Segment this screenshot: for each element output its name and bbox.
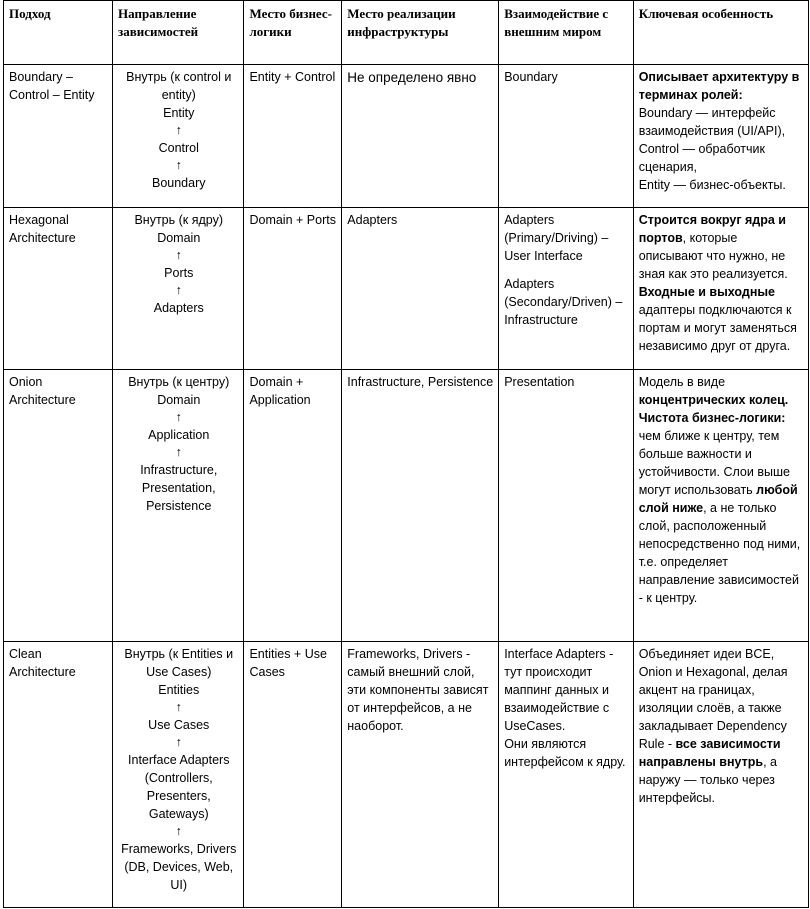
arrow-up-icon: ↑ <box>175 248 182 262</box>
cell-feature <box>633 65 808 208</box>
feature-bold: Входные и выходные <box>638 285 776 299</box>
cell-business: Domain + Application <box>244 370 342 642</box>
direction-layer: Ports <box>164 266 194 280</box>
header-business: Место бизнес-логики <box>244 1 342 65</box>
cell-approach: Boundary – Control – Entity <box>4 65 113 208</box>
direction-layer: Application <box>148 428 210 442</box>
arrow-up-icon: ↑ <box>175 445 182 459</box>
arrow-up-icon: ↑ <box>175 283 182 297</box>
cell-infra: Не определено явно <box>342 65 499 208</box>
cell-business: Entity + Control <box>244 65 342 208</box>
feature-text: Модель в виде <box>638 375 726 389</box>
feature-text: адаптеры подключаются к портам и могут заменяться независимо друг от друга. <box>638 303 797 353</box>
architecture-comparison-table <box>3 0 809 908</box>
feature-text: Boundary — интерфейс взаимодействия (UI/API), <box>638 106 786 138</box>
cell-direction <box>113 642 244 908</box>
cell-direction <box>113 208 244 370</box>
direction-layer: Adapters <box>153 301 204 315</box>
feature-bold: Чистота бизнес-логики: <box>638 411 786 425</box>
feature-bold: Описывает архитектуру в терминах ролей: <box>638 70 800 102</box>
feature-text: , которые описывают что нужно, не зная как это реализуется. <box>638 231 788 281</box>
direction-layer: Entity <box>163 106 195 120</box>
header-feature: Ключевая особенность <box>633 1 808 65</box>
cell-approach: Onion Architecture <box>4 370 113 642</box>
cell-infra: Infrastructure, Persistence <box>342 370 499 642</box>
direction-intro: Внутрь (к Entities и Use Cases) <box>124 647 234 679</box>
feature-bold: концентрических колец. <box>638 393 789 407</box>
cell-direction <box>113 370 244 642</box>
direction-layer: Interface Adapters (Controllers, Presenters, Gateways) <box>128 753 230 821</box>
cell-business: Entities + Use Cases <box>244 642 342 908</box>
arrow-up-icon: ↑ <box>175 700 182 714</box>
feature-bold: любой слой ниже <box>638 483 798 515</box>
cell-interaction: Presentation <box>499 370 634 642</box>
cell-feature <box>633 642 808 908</box>
header-direction: Направление зависимостей <box>113 1 244 65</box>
direction-layer: Boundary <box>151 176 206 190</box>
cell-approach: Hexagonal Architecture <box>4 208 113 370</box>
cell-feature <box>633 208 808 370</box>
table-row <box>4 208 809 370</box>
interaction-adapters: Interface Adapters - тут происходит маппинг данных и взаимодействие с UseCases. <box>504 647 614 733</box>
interaction-primary: Adapters (Primary/Driving) – User Interface <box>504 213 609 263</box>
direction-layer: Entities <box>158 683 200 697</box>
feature-text: , а наружу — только через интерфейсы. <box>638 755 777 805</box>
direction-layer: Domain <box>157 231 201 245</box>
comparison-document <box>3 0 809 908</box>
header-interaction: Взаимодействие с внешним миром <box>499 1 634 65</box>
cell-infra: Frameworks, Drivers - самый внешний слой, эти компоненты зависят от интерфейсов, а не наоборот. <box>342 642 499 908</box>
cell-business: Domain + Ports <box>244 208 342 370</box>
header-infra: Место реализации инфраструктуры <box>342 1 499 65</box>
direction-intro: Внутрь (к control и entity) <box>126 70 232 102</box>
table-row <box>4 370 809 642</box>
feature-text: Entity — бизнес-объекты. <box>638 178 786 192</box>
cell-approach: Clean Architecture <box>4 642 113 908</box>
direction-layer: Infrastructure, Presentation, Persistence <box>140 463 218 513</box>
cell-feature <box>633 370 808 642</box>
direction-layer: Use Cases <box>148 718 210 732</box>
feature-text: Control — обработчик сценария, <box>638 142 765 174</box>
interaction-core: Они являются интерфейсом к ядру. <box>504 737 626 769</box>
direction-layer: Control <box>158 141 199 155</box>
cell-direction <box>113 65 244 208</box>
cell-interaction: Boundary <box>499 65 634 208</box>
table-header-row <box>4 1 809 65</box>
feature-text: Объединяет идеи BCE, Onion и Hexagonal, делая акцент на границах, изоляции слоёв, а также закладывает Dependency Rule - <box>638 647 788 751</box>
arrow-up-icon: ↑ <box>175 123 182 137</box>
feature-bold: Строится вокруг ядра и портов <box>638 213 786 245</box>
arrow-up-icon: ↑ <box>175 824 182 838</box>
feature-text: чем ближе к центру, тем больше важности и устойчивости. <box>638 429 780 479</box>
cell-infra: Adapters <box>342 208 499 370</box>
direction-layer: Frameworks, Drivers (DB, Devices, Web, UI) <box>121 842 237 892</box>
table-row <box>4 65 809 208</box>
table-row <box>4 642 809 908</box>
arrow-up-icon: ↑ <box>175 410 182 424</box>
feature-bold: все зависимости направлены внутрь <box>638 737 781 769</box>
header-approach: Подход <box>4 1 113 65</box>
cell-interaction <box>499 208 634 370</box>
cell-interaction <box>499 642 634 908</box>
direction-intro: Внутрь (к ядру) <box>134 213 224 227</box>
direction-layer: Domain <box>157 393 201 407</box>
direction-intro: Внутрь (к центру) <box>128 375 230 389</box>
feature-text: Слои выше могут использовать <box>638 465 790 497</box>
arrow-up-icon: ↑ <box>175 735 182 749</box>
feature-text: , а не только слой, расположенный непосредственно под ними, т.е. определяет направление зависимостей - к центру. <box>638 501 801 605</box>
interaction-secondary: Adapters (Secondary/Driven) – Infrastructure <box>504 277 623 327</box>
arrow-up-icon: ↑ <box>175 158 182 172</box>
